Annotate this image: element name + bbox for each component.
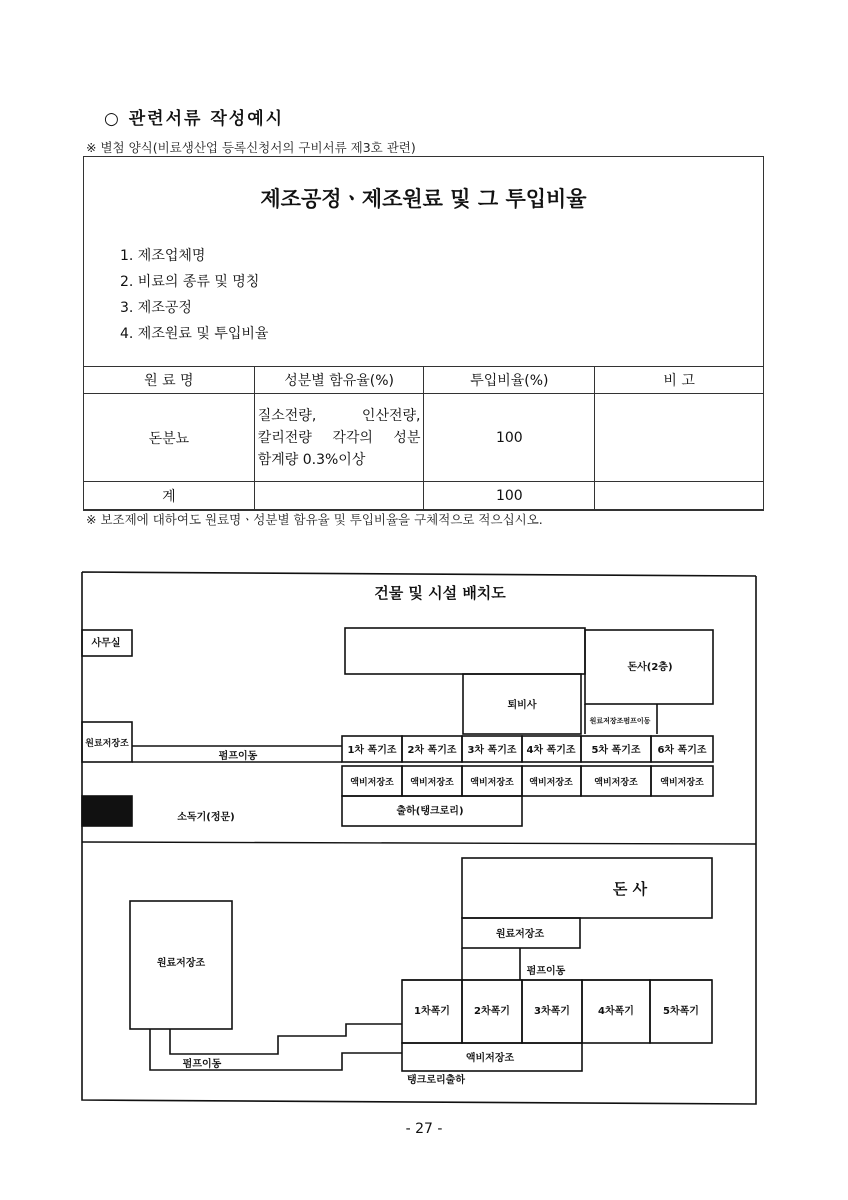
- plan-divider: [82, 842, 756, 844]
- header-material: 원 료 명: [84, 367, 255, 394]
- footnote: ※ 보조제에 대하여도 원료명ㆍ성분별 함유율 및 투입비율을 구체적으로 적으십시오.: [86, 512, 543, 527]
- piggery-box: [462, 858, 712, 918]
- page-number: - 27 -: [405, 1121, 443, 1137]
- pump-move-label: 펌프이동: [218, 751, 258, 762]
- site-layout-diagram: [80, 570, 760, 1106]
- disinfector-block: [82, 796, 132, 826]
- plan-title: 건물 및 시설 배치도: [374, 584, 506, 602]
- cell-total-remark: [595, 482, 764, 510]
- plan-frame: [82, 572, 756, 1104]
- aerator-label: 4차폭기: [598, 1006, 634, 1017]
- raw-tank-top-label: 원료저장조: [495, 929, 545, 940]
- aerator-label: 6차 폭기조: [657, 745, 707, 756]
- header-ratio: 투입비율(%): [424, 367, 595, 394]
- aerator-label: 4차 폭기조: [526, 745, 576, 756]
- liquid-tank-row: [342, 766, 713, 796]
- aerator-label: 1차폭기: [414, 1006, 450, 1017]
- liquid-tank-bottom-label: 액비저장조: [465, 1053, 515, 1064]
- aerator-row: [342, 736, 713, 762]
- raw-tank-left-label: 원료저장조: [156, 958, 206, 969]
- form-box: [83, 156, 764, 511]
- cell-material: 돈분뇨: [84, 394, 255, 482]
- aerator-label: 5차폭기: [663, 1006, 699, 1017]
- form-item: 1. 제조업체명: [120, 248, 206, 264]
- cell-remark: [595, 394, 764, 482]
- cell-total-label: 계: [84, 482, 255, 510]
- form-items: [120, 243, 268, 347]
- table-total-row: [84, 482, 764, 510]
- section-heading: ○ 관련서류 작성예시: [104, 109, 285, 129]
- piggery-2f-label: 돈사(2층): [627, 662, 673, 673]
- cell-ratio: 100: [424, 394, 595, 482]
- aerator-label: 3차 폭기조: [467, 745, 517, 756]
- materials-table: [83, 366, 764, 510]
- table-header-row: [84, 367, 764, 394]
- cell-total-composition: [254, 482, 424, 510]
- office-label: 사무실: [91, 638, 121, 649]
- liquid-tank-label: 액비저장조: [350, 778, 394, 788]
- liquid-tank-label: 액비저장조: [410, 778, 454, 788]
- bottom-aerator-row: [402, 980, 712, 1043]
- cell-total-ratio: 100: [424, 482, 595, 510]
- slurry-pump-label: 원료저장조펌프이동: [589, 717, 651, 725]
- header-remark: 비 고: [595, 367, 764, 394]
- raw-tank-label: 원료저장조: [85, 739, 129, 749]
- pump-move-top-label: 펌프이동: [526, 966, 566, 977]
- header-composition: 성분별 함유율(%): [254, 367, 424, 394]
- form-item: 4. 제조원료 및 투입비율: [120, 326, 269, 342]
- liquid-tank-label: 액비저장조: [470, 778, 514, 788]
- liquid-tank-label: 액비저장조: [660, 778, 704, 788]
- shipping-label: 출하(탱크로리): [396, 806, 464, 817]
- liquid-tank-label: 액비저장조: [594, 778, 638, 788]
- liquid-tank-label: 액비저장조: [529, 778, 573, 788]
- pump-move-bottom-label: 펌프이동: [182, 1059, 222, 1070]
- aerator-label: 2차 폭기조: [407, 745, 457, 756]
- aerator-label: 2차폭기: [474, 1006, 510, 1017]
- form-item: 3. 제조공정: [120, 300, 192, 316]
- attachment-note: ※ 별첨 양식(비료생산업 등록신청서의 구비서류 제3호 관련): [86, 140, 416, 155]
- form-title: 제조공정ㆍ제조원료 및 그 투입비율: [260, 187, 587, 211]
- form-item: 2. 비료의 종류 및 명칭: [120, 274, 260, 290]
- aerator-label: 5차 폭기조: [591, 745, 641, 756]
- disinfector-label: 소독기(정문): [177, 812, 235, 823]
- tanker-ship-label: 탱크로리출하: [407, 1075, 465, 1086]
- aerator-label: 3차폭기: [534, 1006, 570, 1017]
- aerator-label: 1차 폭기조: [347, 745, 397, 756]
- manure-shed-label: 퇴비사: [507, 700, 537, 711]
- cell-composition: 질소전량, 인산전량, 칼리전량 각각의 성분 함계량 0.3%이상: [254, 394, 424, 482]
- piggery-label: 돈 사: [612, 880, 648, 898]
- table-row: [84, 394, 764, 482]
- empty-building: [345, 628, 585, 674]
